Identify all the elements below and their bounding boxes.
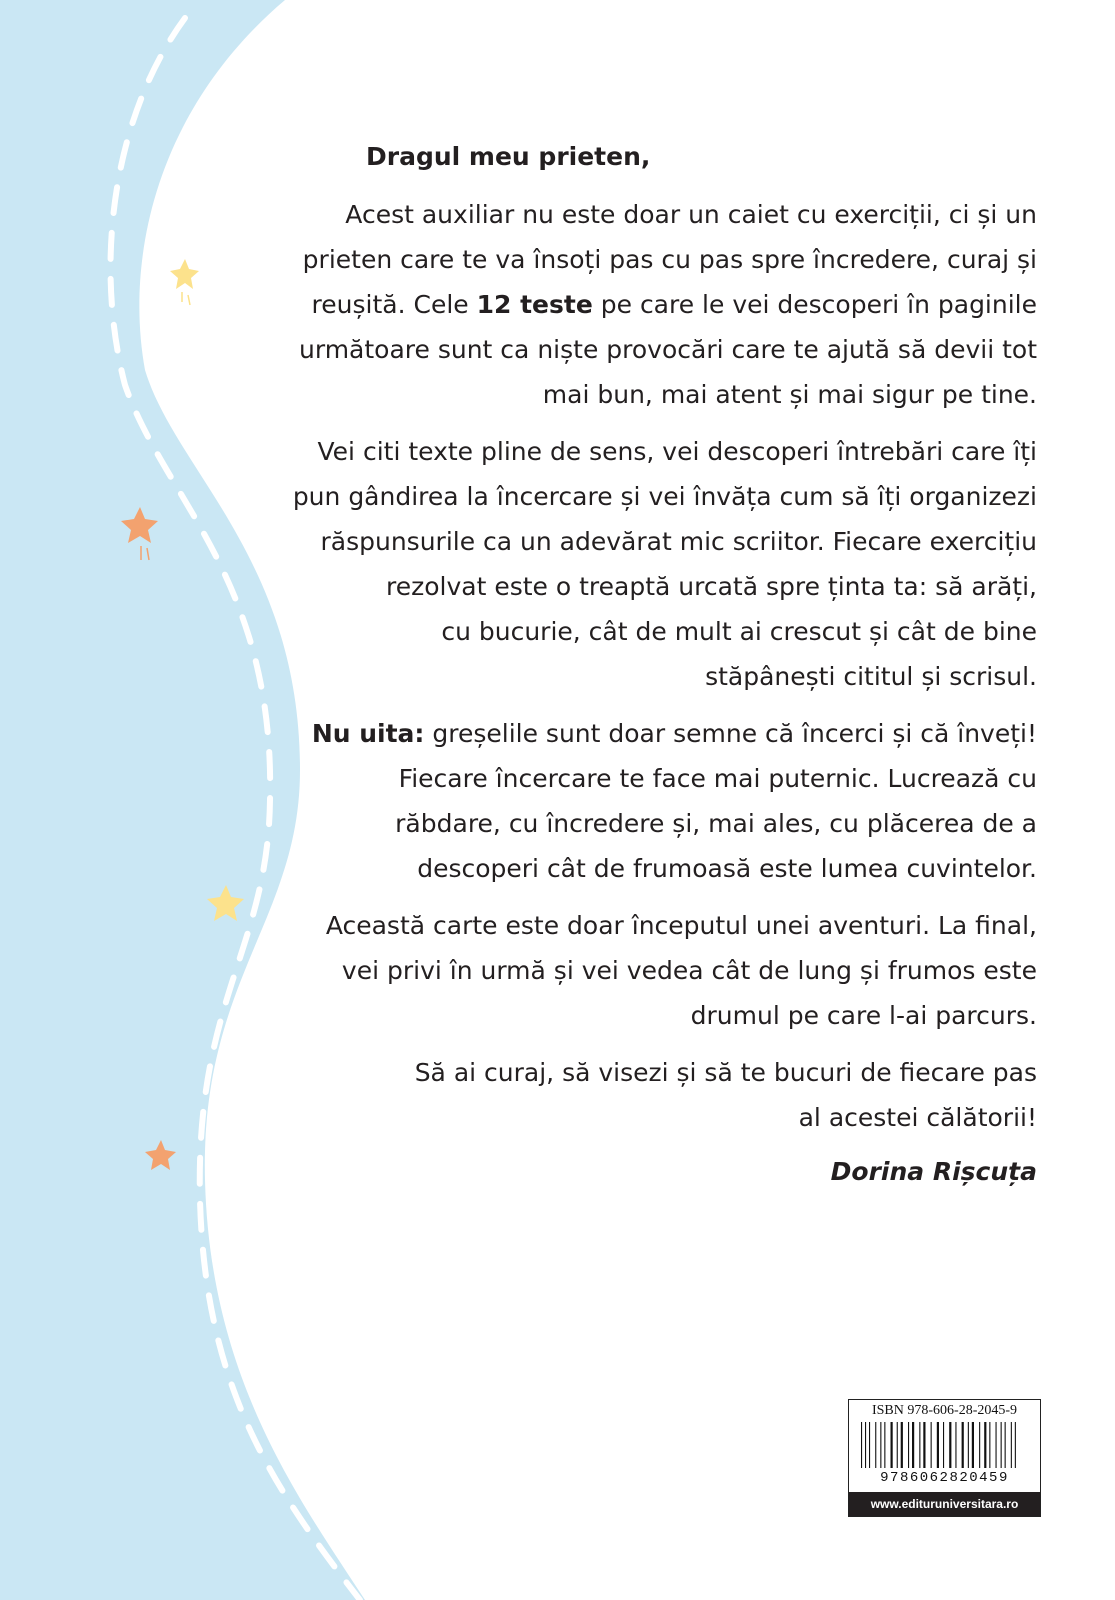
barcode-bar: [919, 1422, 920, 1468]
letter-line: prieten care te va însoți pas cu pas spre încredere, curaj și: [302, 245, 1037, 274]
barcode-bar: [1005, 1422, 1006, 1468]
publisher-url: www.edituruniversitara.ro: [849, 1492, 1040, 1516]
letter-line: următoare sunt ca niște provocări care te ajută să devii tot: [299, 335, 1037, 364]
letter-signature: Dorina Rișcuța: [830, 1157, 1037, 1186]
barcode-bar: [996, 1422, 997, 1468]
letter-line: al acestei călătorii!: [798, 1103, 1037, 1132]
barcode-bar: [880, 1422, 881, 1468]
isbn-label: ISBN 978-606-28-2045-9: [871, 1403, 1018, 1418]
letter-line: Vei citi texte pline de sens, vei descoperi întrebări care îți: [317, 437, 1037, 466]
letter-bold-text: 12 teste: [476, 290, 593, 319]
letter-line: rezolvat este o treaptă urcată spre ținta ta: să arăți,: [385, 572, 1037, 601]
barcode-bar: [972, 1422, 974, 1468]
barcode-bar: [931, 1422, 932, 1468]
barcode-bar: [968, 1422, 969, 1468]
letter-line: Fiecare încercare te face mai puternic. Lucrează cu: [398, 764, 1037, 793]
barcode-bar: [984, 1422, 986, 1468]
letter-line: cu bucurie, cât de mult ai crescut și cât de bine: [441, 617, 1037, 646]
letter-text: pe care le vei descoperi în paginile: [592, 290, 1037, 319]
barcode-bar: [943, 1422, 944, 1468]
barcode-bar: [912, 1422, 914, 1468]
star-icon: [170, 259, 199, 305]
letter-line: mai bun, mai atent și mai sigur pe tine.: [542, 380, 1037, 409]
barcode-bar: [1015, 1422, 1016, 1468]
letter-line: Să ai curaj, să visezi și să te bucuri de fiecare pas: [414, 1058, 1037, 1087]
letter-line: pun gândirea la încercare și vei învăța cum să îți organizezi: [292, 482, 1037, 511]
letter-paragraph: [280, 429, 1037, 699]
barcode-bar: [962, 1422, 964, 1468]
letter-line: descoperi cât de frumoasă este lumea cuvintelor.: [417, 854, 1037, 883]
barcode-bar: [897, 1422, 898, 1468]
letter-greeting: Dragul meu prieten,: [366, 142, 651, 171]
barcode-bar: [901, 1422, 903, 1468]
letter-line: [280, 282, 1037, 327]
isbn-digits: 9786062820459: [880, 1470, 1009, 1486]
barcode-bar: [908, 1422, 909, 1468]
isbn-barcode-box: [848, 1399, 1041, 1517]
barcode-bar: [923, 1422, 925, 1468]
barcode-bar: [949, 1422, 951, 1468]
barcode-bar: [884, 1422, 885, 1468]
barcode-bar: [865, 1422, 866, 1468]
barcode-icon: [859, 1422, 1031, 1470]
barcode-bar: [979, 1422, 980, 1468]
letter-paragraph: [280, 192, 1037, 417]
letter-paragraph: [280, 711, 1037, 891]
barcode-bar: [891, 1422, 893, 1468]
letter-line: răbdare, cu încredere și, mai ales, cu plăcerea de a: [395, 809, 1037, 838]
barcode-bar: [869, 1422, 870, 1468]
letter-line: Această carte este doar începutul unei aventuri. La final,: [325, 911, 1037, 940]
barcode-bar: [875, 1422, 876, 1468]
letter-line: vei privi în urmă și vei vedea cât de lung și frumos este: [341, 956, 1037, 985]
letter-line: Acest auxiliar nu este doar un caiet cu exerciții, ci și un: [345, 200, 1037, 229]
letter-bold-text: Nu uita:: [311, 719, 425, 748]
letter-text: reușită. Cele: [311, 290, 477, 319]
letter-text: greșelile sunt doar semne că încerci și că înveți!: [424, 719, 1037, 748]
letter-line: drumul pe care l-ai parcurs.: [690, 1001, 1037, 1030]
letter-line: stăpânești cititul și scrisul.: [705, 662, 1037, 691]
letter: [280, 136, 1037, 1192]
letter-paragraph: [280, 1050, 1037, 1140]
barcode-bar: [937, 1422, 939, 1468]
barcode-bar: [861, 1422, 862, 1468]
barcode-bar: [989, 1422, 990, 1468]
barcode-bar: [1011, 1422, 1012, 1468]
letter-paragraph: [280, 903, 1037, 1038]
barcode-bar: [1001, 1422, 1002, 1468]
letter-line: răspunsurile ca un adevărat mic scriitor. Fiecare exercițiu: [320, 527, 1037, 556]
letter-line: [280, 711, 1037, 756]
barcode-bar: [955, 1422, 956, 1468]
